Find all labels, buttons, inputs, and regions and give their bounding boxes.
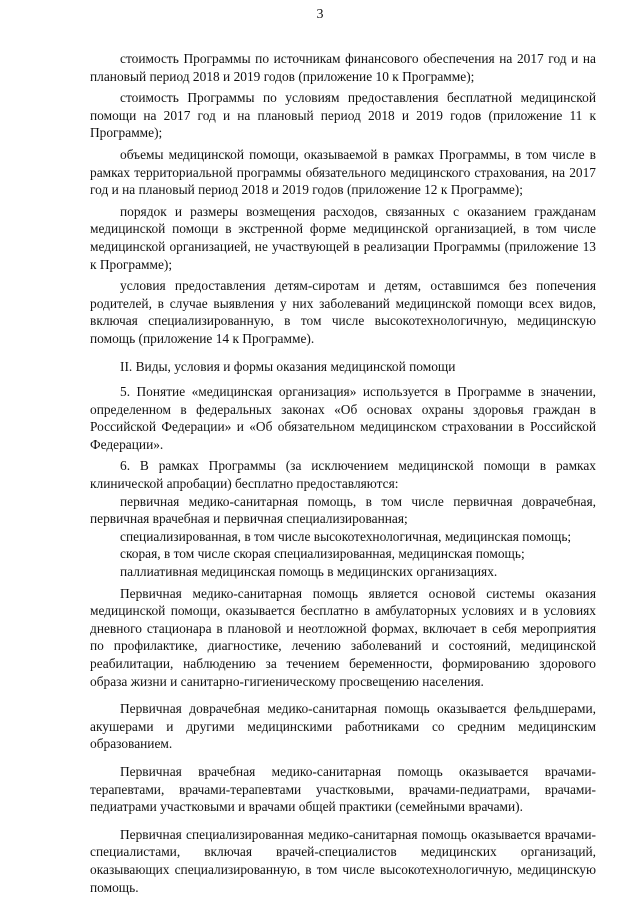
paragraph-orphans-conditions: условия предоставления детям-сиротам и детям, оставшимся без попечения родителей, в случае выявления у них заболеваний медицинской помощи всех видов, включая специализированную, в том числе высокотехнологичную, медицинскую помощь (приложение 14 к Программе).: [90, 278, 596, 346]
page-number: 3: [316, 7, 324, 22]
paragraph-primary-specialized: Первичная специализированная медико-санитарная помощь оказывается врачами-специалистами, включая врачей-специалистов медицинских организаций, оказывающих специализированную, в том числе высокотехнологичную, медицинскую помощь.: [90, 826, 596, 895]
paragraph-item-6: 6. В рамках Программы (за исключением медицинской помощи в рамках клинической апробации) бесплатно предоставляются:: [90, 458, 596, 492]
list-item-specialized-care: специализированная, в том числе высокотехнологичная, медицинская помощь;: [120, 528, 572, 544]
list-item-palliative-care: паллиативная медицинская помощь в медицинских организациях.: [120, 564, 498, 580]
list-item-primary-care: первичная медико-санитарная помощь, в том числе первичная доврачебная, первичная врачебная и первичная специализированная;: [90, 493, 596, 527]
paragraph-item-5: 5. Понятие «медицинская организация» используется в Программе в значении, определенном в федеральных законах «Об основах охраны здоровья граждан в Российской Федерации» и «Об обязательном медицинском страховании в Российской Федерации».: [90, 384, 596, 452]
paragraph-cost-by-conditions: стоимость Программы по условиям предоставления бесплатной медицинской помощи на 2017 год и на плановый период 2018 и 2019 годов (приложение 11 к Программе);: [90, 90, 596, 141]
paragraph-primary-prephysician: Первичная доврачебная медико-санитарная помощь оказывается фельдшерами, акушерами и другими медицинскими работниками со средним медицинским образованием.: [90, 701, 596, 752]
document-body: [90, 50, 596, 900]
section-heading: II. Виды, условия и формы оказания медицинской помощи: [120, 358, 456, 374]
paragraph-volumes: объемы медицинской помощи, оказываемой в рамках Программы, в том числе в рамках территориальной программы обязательного медицинского страхования, на 2017 год и на плановый период 2018 и 2019 годов (приложение 12 к Программе);: [90, 146, 596, 198]
paragraph-primary-physician: Первичная врачебная медико-санитарная помощь оказывается врачами-терапевтами, врачами-терапевтами участковыми, врачами-педиатрами, врачами-педиатрами участковыми и врачами общей практики (семейными врачами).: [90, 763, 596, 815]
list-item-emergency-care: скорая, в том числе скорая специализированная, медицинская помощь;: [120, 546, 525, 562]
paragraph-primary-care-basis: Первичная медико-санитарная помощь является основой системы оказания медицинской помощи, оказывается бесплатно в амбулаторных условиях и в условиях дневного стационара в плановой и неотложной формах, включает в себя мероприятия по профилактике, диагностике, лечению заболеваний и состояний, медицинской реабилитации, наблюдению за течением беременности, формированию здорового образа жизни и санитарно-гигиеническому просвещению населения.: [90, 585, 596, 689]
paragraph-expense-reimbursement: порядок и размеры возмещения расходов, связанных с оказанием гражданам медицинской помощи в экстренной форме медицинской организацией, в том числе медицинской организацией, не участвующей в реализации Программы (приложение 13 к Программе);: [90, 203, 596, 272]
paragraph-cost-by-funding: стоимость Программы по источникам финансового обеспечения на 2017 год и на плановый период 2018 и 2019 годов (приложение 10 к Программе);: [90, 51, 596, 84]
